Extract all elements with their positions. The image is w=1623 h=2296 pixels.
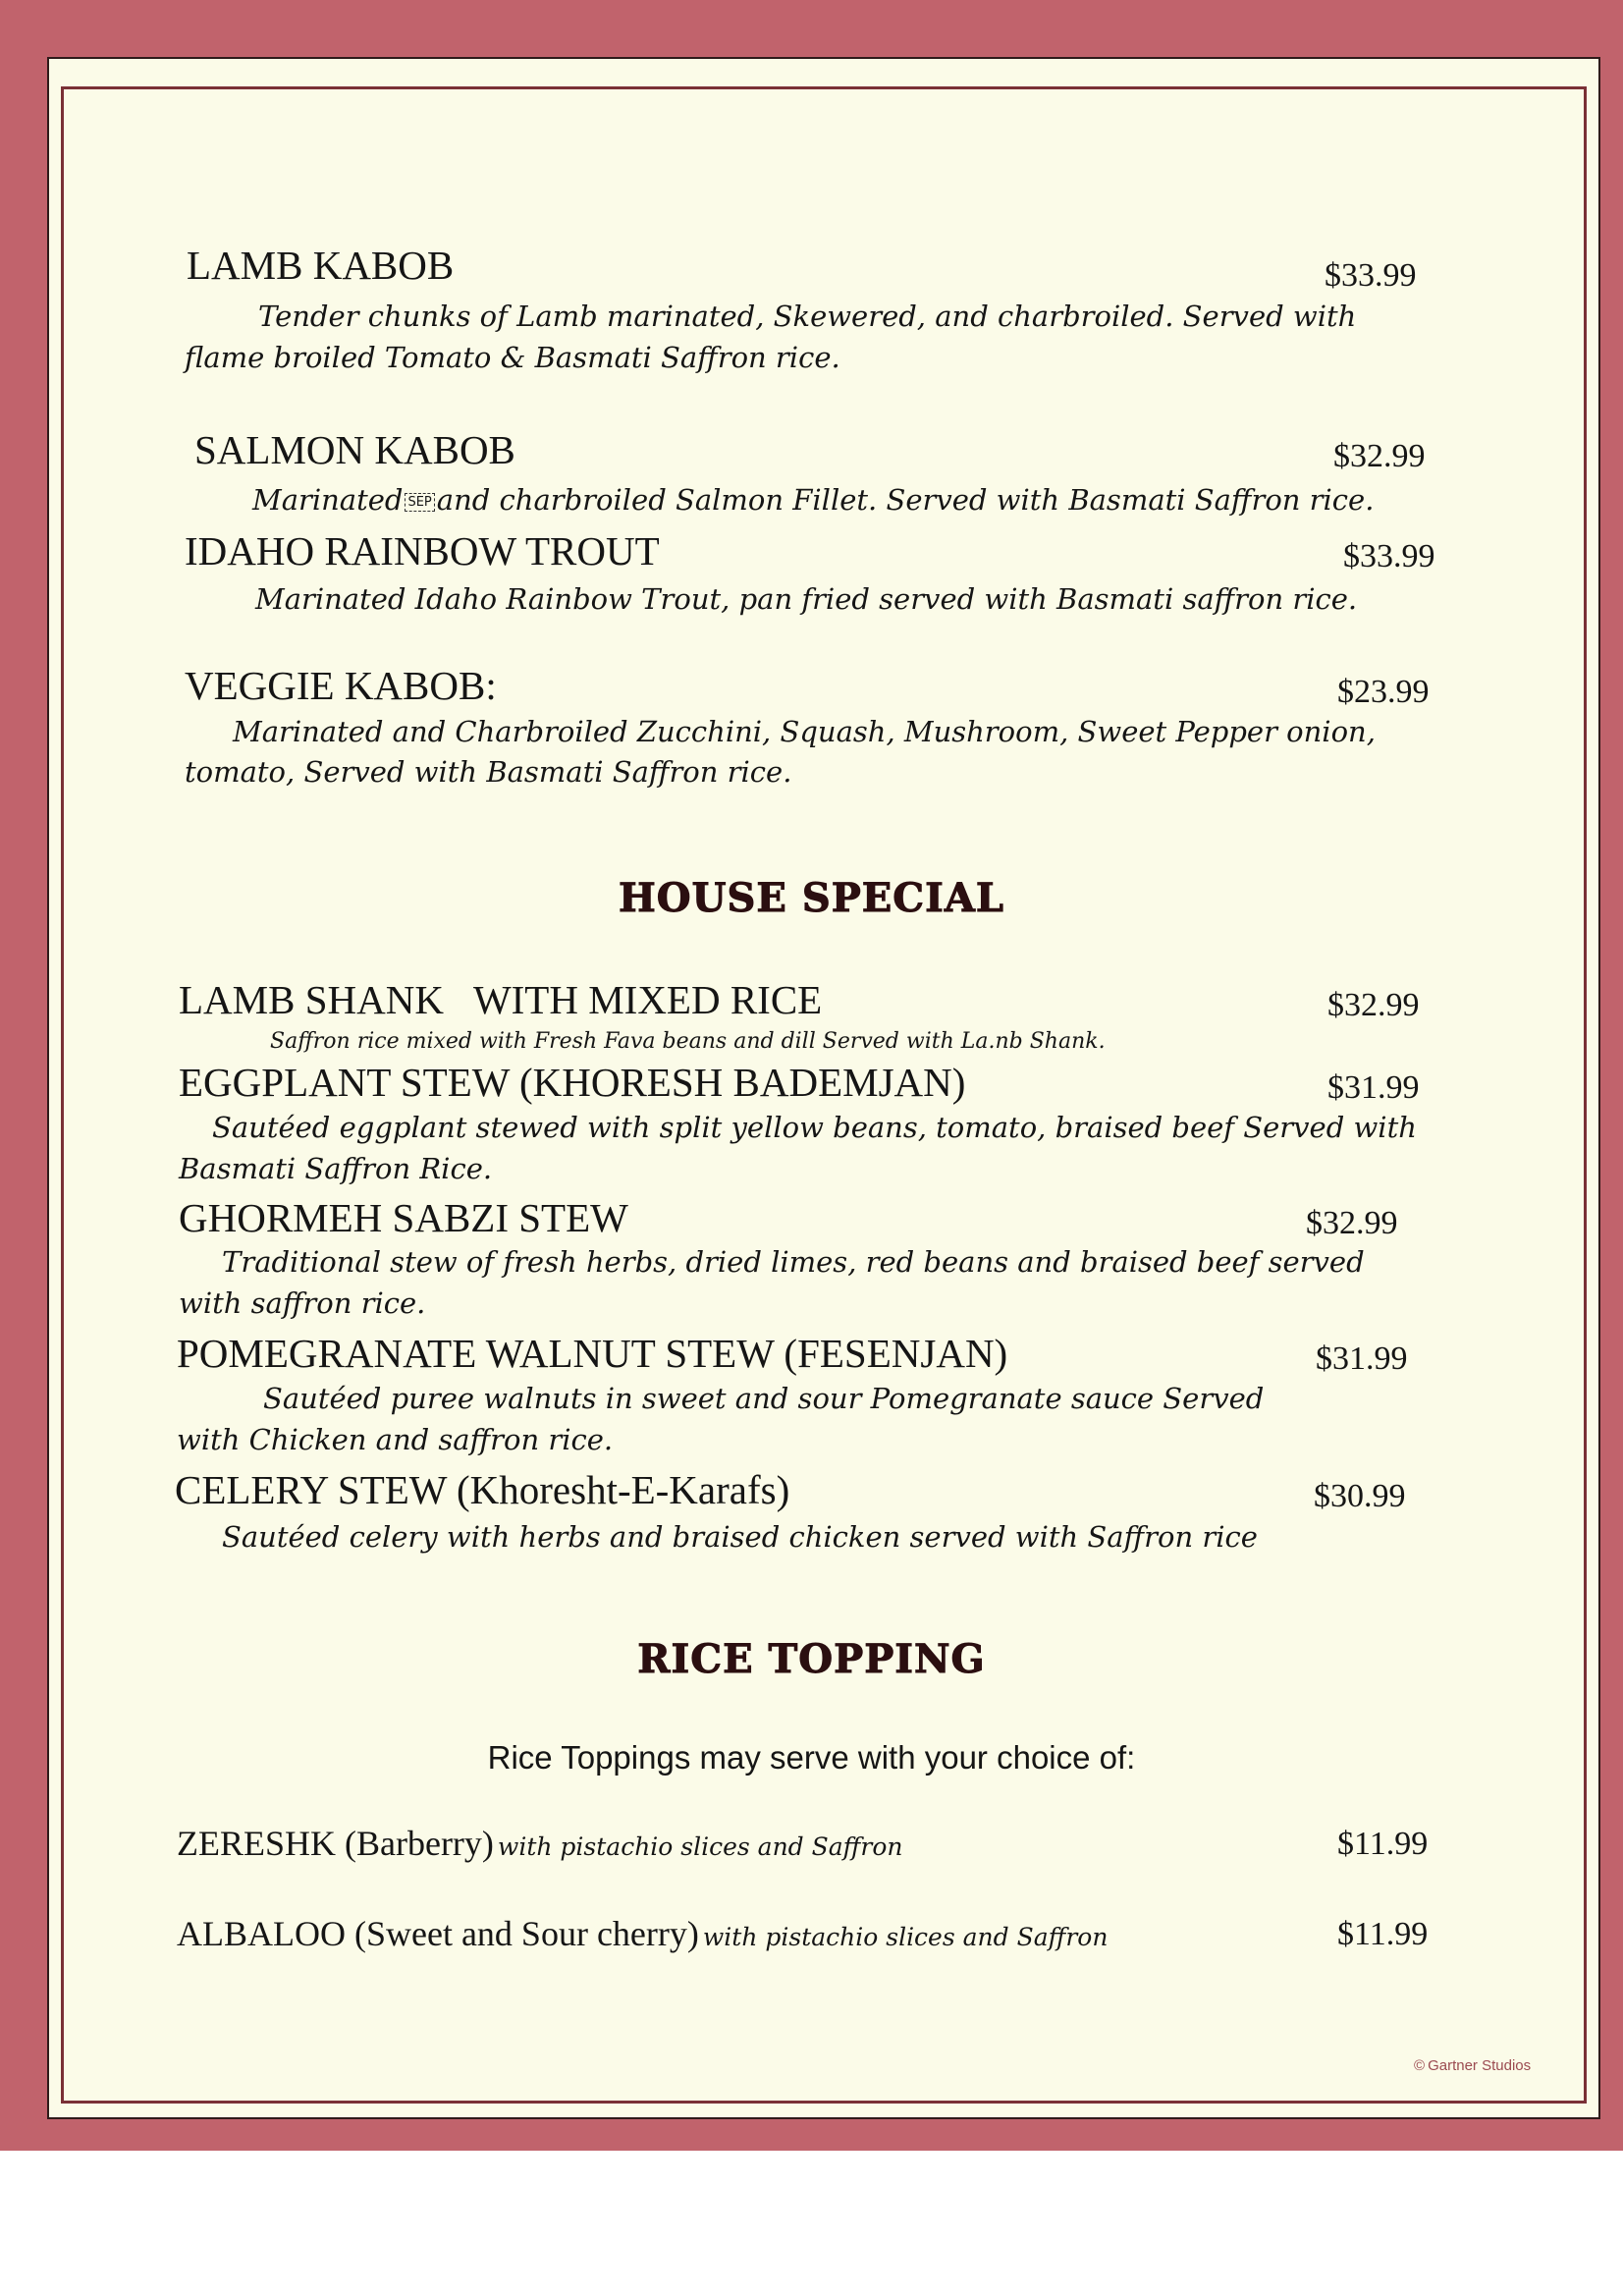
dish-price-lamb-shank: $32.99 [1327,987,1420,1023]
topping-price-zereshk: $11.99 [1337,1826,1429,1862]
dish-name-idaho-rainbow-trout: IDAHO RAINBOW TROUT [185,528,660,574]
dish-name-salmon-kabob: SALMON KABOB [194,427,515,472]
dish-description-line: flame broiled Tomato & Basmati Saffron rice. [185,341,840,374]
dish-name-pomegranate-walnut-stew: POMEGRANATE WALNUT STEW (FESENJAN) [177,1331,1008,1376]
separator-mark: SEP [405,493,434,512]
dish-name-lamb-kabob: LAMB KABOB [187,243,455,288]
description-text: Marinated [252,483,404,517]
dish-description-line: Basmati Saffron Rice. [179,1152,493,1185]
dish-name-ghormeh-sabzi-stew: GHORMEH SABZI STEW [179,1195,628,1240]
dish-price-salmon-kabob: $32.99 [1333,438,1426,474]
dish-price-idaho-rainbow-trout: $33.99 [1343,538,1435,574]
dish-description-line [252,480,1374,519]
dish-description-line: with saffron rice. [179,1286,426,1320]
section-title-rice-topping: RICE TOPPING [637,1636,986,1682]
dish-name-eggplant-stew: EGGPLANT STEW (KHORESH BADEMJAN) [179,1060,966,1105]
dish-description-line: Sautéed celery with herbs and braised chicken served with Saffron rice [222,1520,1258,1554]
designer-credit [1414,2057,1531,2074]
dish-price-pomegranate-walnut-stew: $31.99 [1316,1340,1408,1377]
dish-description-line: Saffron rice mixed with Fresh Fava beans and dill Served with La.nb Shank. [270,1029,1106,1054]
dish-price-lamb-kabob: $33.99 [1325,257,1417,294]
credit-text: Gartner Studios [1428,2057,1532,2074]
dish-price-veggie-kabob: $23.99 [1337,674,1430,710]
dish-description-line: Marinated Idaho Rainbow Trout, pan fried served with Basmati saffron rice. [255,582,1358,616]
copyright-icon: © [1414,2057,1426,2074]
description-text: and charbroiled Salmon Fillet. Served with Basmati Saffron rice. [436,483,1375,517]
dish-price-eggplant-stew: $31.99 [1327,1069,1420,1106]
dish-description-line: Traditional stew of fresh herbs, dried limes, red beans and braised beef served [222,1245,1365,1279]
topping-name: ZERESHK (Barberry) [177,1824,494,1863]
dish-description-line: Sautéed eggplant stewed with split yellow beans, tomato, braised beef Served with [212,1111,1417,1144]
dish-description-line: Marinated and Charbroiled Zucchini, Squash, Mushroom, Sweet Pepper onion, [233,715,1376,748]
topping-item-zereshk [177,1823,902,1864]
topping-item-albaloo [177,1913,1108,1954]
topping-note: with pistachio slices and Saffron [497,1832,903,1861]
dish-price-ghormeh-sabzi-stew: $32.99 [1306,1205,1398,1241]
dish-description-line: tomato, Served with Basmati Saffron rice. [185,755,792,789]
dish-description-line: Tender chunks of Lamb marinated, Skewered, and charbroiled. Served with [258,300,1357,333]
rice-topping-intro: Rice Toppings may serve with your choice of: [487,1739,1136,1776]
dish-price-celery-stew: $30.99 [1314,1478,1406,1514]
topping-price-albaloo: $11.99 [1337,1916,1429,1952]
dish-name-celery-stew: CELERY STEW (Khoresht-E-Karafs) [175,1467,790,1512]
topping-name: ALBALOO (Sweet and Sour cherry) [177,1914,699,1953]
dish-name-lamb-shank: LAMB SHANK WITH MIXED RICE [179,977,823,1022]
dish-description-line: with Chicken and saffron rice. [177,1423,614,1456]
section-title-house-special: HOUSE SPECIAL [619,875,1004,921]
dish-name-veggie-kabob: VEGGIE KABOB: [185,663,497,708]
dish-description-line: Sautéed puree walnuts in sweet and sour Pomegranate sauce Served [263,1382,1265,1415]
topping-note: with pistachio slices and Saffron [702,1923,1109,1951]
